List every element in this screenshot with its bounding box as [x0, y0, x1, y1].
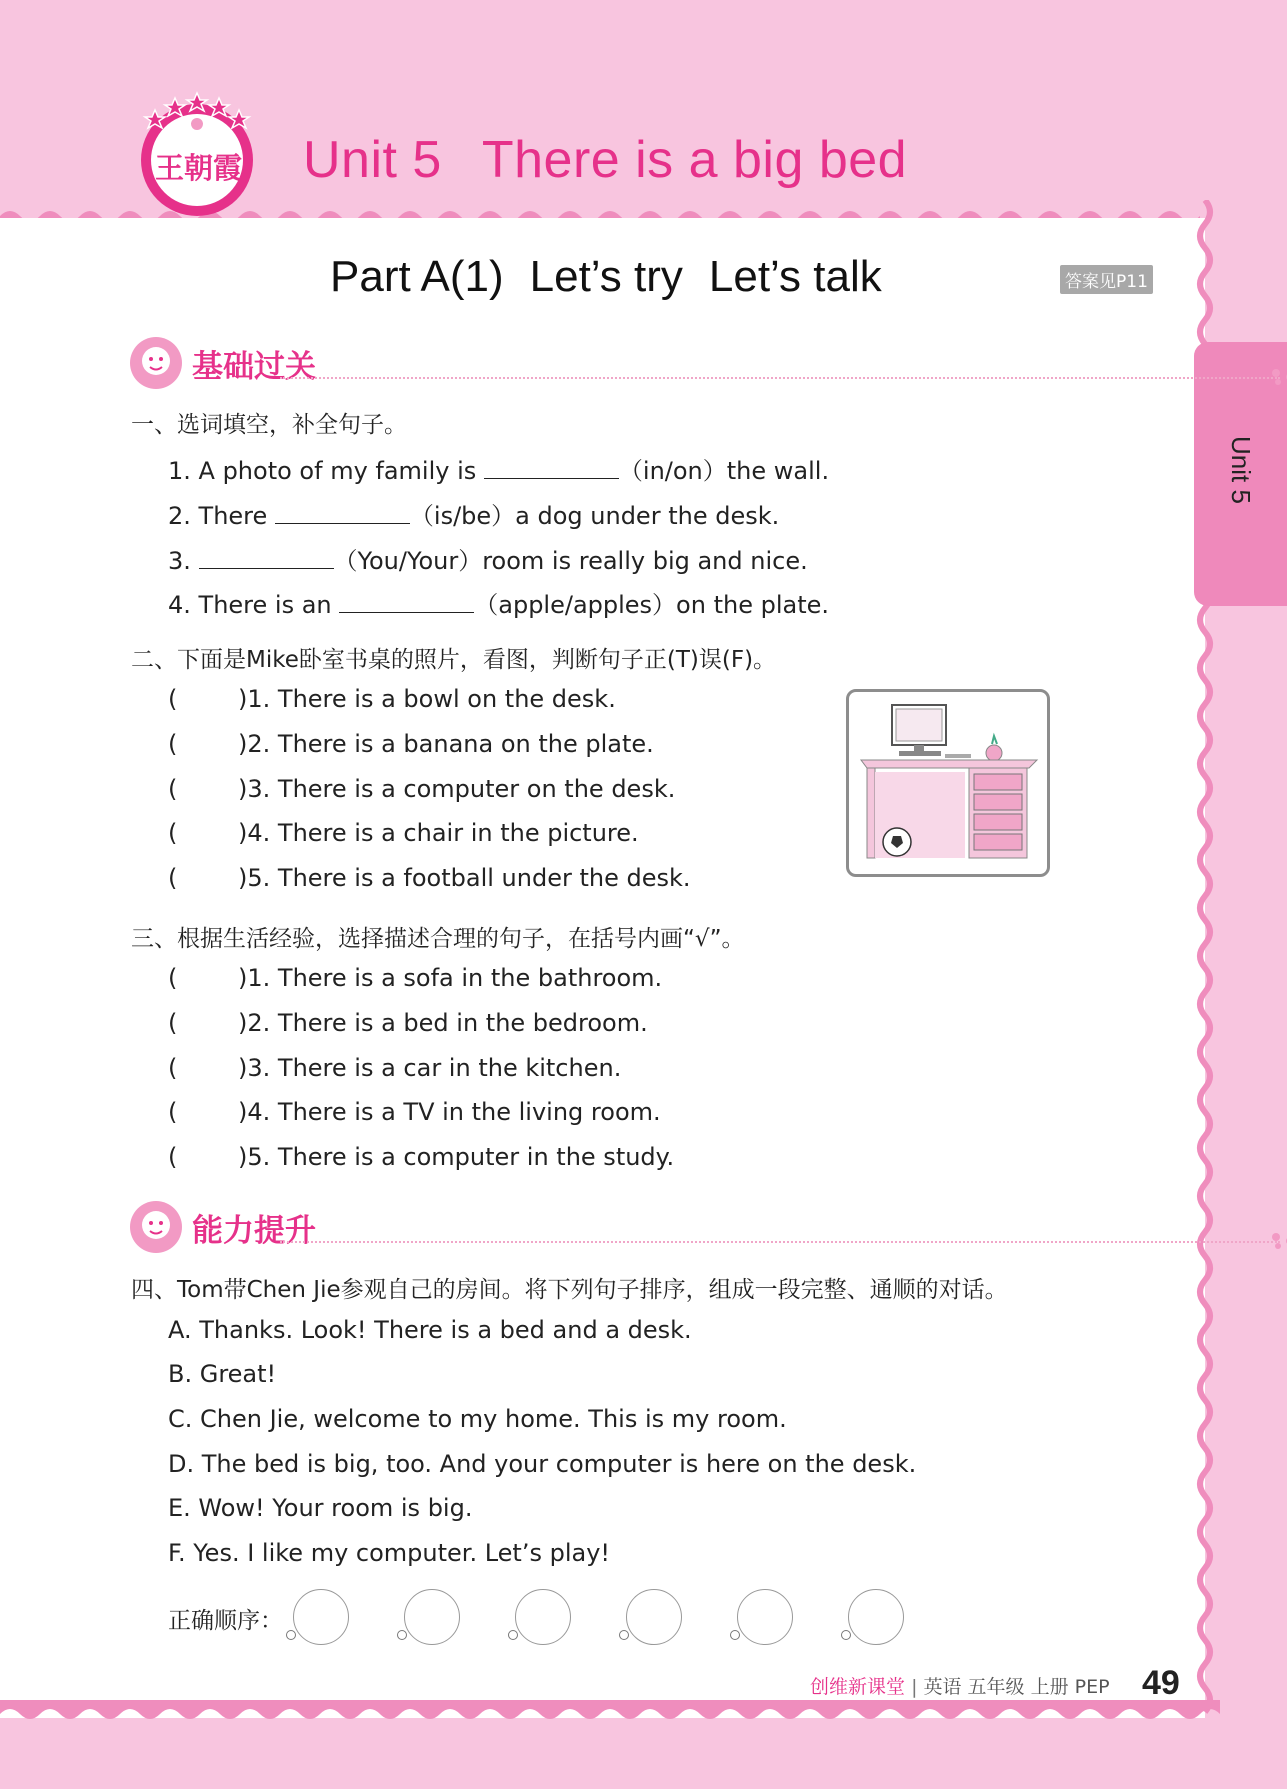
section-basic-heading	[130, 337, 1190, 393]
answer-paren[interactable]: (	[168, 1098, 178, 1126]
q1-title: 一、选词填空，补全句子。	[131, 412, 407, 438]
dialogue-line: C. Chen Jie, welcome to my home. This is my room.	[168, 1405, 787, 1433]
dialogue-line: A. Thanks. Look! There is a bed and a desk.	[168, 1316, 692, 1344]
dialogue-line: F. Yes. I like my computer. Let’s play!	[168, 1539, 611, 1567]
lets-talk-label: Let’s talk	[708, 252, 882, 301]
q4-title: 四、Tom带Chen Jie参观自己的房间。将下列句子排序，组成一段完整、通顺的对话。	[131, 1277, 1008, 1303]
q2-item: ( )1. There is a bowl on the desk.	[168, 685, 616, 713]
q2-item: ( )5. There is a football under the desk.	[168, 864, 691, 892]
section-basic-title: 基础过关	[192, 349, 316, 385]
answer-paren[interactable]: (	[168, 1009, 178, 1037]
part-title	[330, 252, 882, 302]
q1-item: 2. There （is/be）a dog under the desk.	[168, 502, 780, 530]
order-circle[interactable]	[848, 1589, 904, 1645]
q2-item: ( )3. There is a computer on the desk.	[168, 775, 676, 803]
answer-paren[interactable]: (	[168, 775, 178, 803]
answer-blank[interactable]	[275, 501, 410, 524]
q3-item: ( )5. There is a computer in the study.	[168, 1143, 675, 1171]
order-circle[interactable]	[737, 1589, 793, 1645]
desk-picture	[846, 689, 1050, 877]
footer-course: 英语 五年级 上册 PEP	[923, 1676, 1110, 1698]
dots-icon	[1270, 1231, 1287, 1251]
order-circle[interactable]	[626, 1589, 682, 1645]
order-circle[interactable]	[293, 1589, 349, 1645]
q2-item: ( )4. There is a chair in the picture.	[168, 819, 639, 847]
q2-item: ( )2. There is a banana on the plate.	[168, 730, 654, 758]
answer-paren[interactable]: (	[168, 685, 178, 713]
answer-paren[interactable]: (	[168, 964, 178, 992]
answer-paren[interactable]: (	[168, 819, 178, 847]
answer-paren[interactable]: (	[168, 1143, 178, 1171]
dialogue-line: E. Wow! Your room is big.	[168, 1494, 473, 1522]
answer-paren[interactable]: (	[168, 730, 178, 758]
footer-brand: 创维新课堂	[810, 1676, 906, 1698]
q3-title: 三、根据生活经验，选择描述合理的句子，在括号内画“√”。	[131, 926, 745, 952]
unit-title	[303, 130, 907, 190]
unit-name: There is a big bed	[481, 131, 908, 189]
answer-paren[interactable]: (	[168, 1054, 178, 1082]
part-label: Part A(1)	[330, 252, 504, 301]
q3-item: ( )4. There is a TV in the living room.	[168, 1098, 661, 1126]
decorative-wave-bottom	[0, 1700, 1287, 1740]
answer-blank[interactable]	[484, 456, 619, 479]
q3-item: ( )1. There is a sofa in the bathroom.	[168, 964, 663, 992]
mascot-icon	[130, 337, 182, 389]
dotted-divider	[280, 1241, 1280, 1243]
order-label: 正确顺序：	[168, 1608, 283, 1634]
q1-item: 4. There is an （apple/apples）on the plate.	[168, 591, 830, 619]
q3-item: ( )3. There is a car in the kitchen.	[168, 1054, 622, 1082]
side-tab-label: Unit 5	[1226, 436, 1256, 504]
order-circle[interactable]	[404, 1589, 460, 1645]
answer-blank[interactable]	[339, 590, 474, 613]
dots-icon	[1270, 367, 1287, 387]
q2-title: 二、下面是Mike卧室书桌的照片，看图，判断句子正(T)误(F)。	[131, 647, 777, 673]
section-advanced-heading	[130, 1201, 1190, 1257]
page-number: 49	[1142, 1664, 1180, 1702]
q1-item: 1. A photo of my family is （in/on）the wall.	[168, 457, 830, 485]
answer-blank[interactable]	[199, 546, 334, 569]
order-circle[interactable]	[515, 1589, 571, 1645]
footer-info: 创维新课堂 | 英语 五年级 上册 PEP	[810, 1676, 1110, 1698]
dialogue-line: D. The bed is big, too. And your computer is here on the desk.	[168, 1450, 917, 1478]
q1-item: 3. （You/Your）room is really big and nice.	[168, 547, 808, 575]
unit-label: Unit 5	[303, 131, 442, 189]
answer-reference-tag: 答案见P11	[1060, 265, 1153, 294]
dialogue-line: B. Great!	[168, 1360, 277, 1388]
logo-text: 王朝霞	[155, 151, 243, 185]
section-advanced-title: 能力提升	[192, 1213, 316, 1249]
publisher-logo	[137, 88, 257, 218]
answer-paren[interactable]: (	[168, 864, 178, 892]
lets-try-label: Let’s try	[529, 252, 683, 301]
dotted-divider	[280, 377, 1280, 379]
mascot-icon	[130, 1201, 182, 1253]
q3-item: ( )2. There is a bed in the bedroom.	[168, 1009, 648, 1037]
